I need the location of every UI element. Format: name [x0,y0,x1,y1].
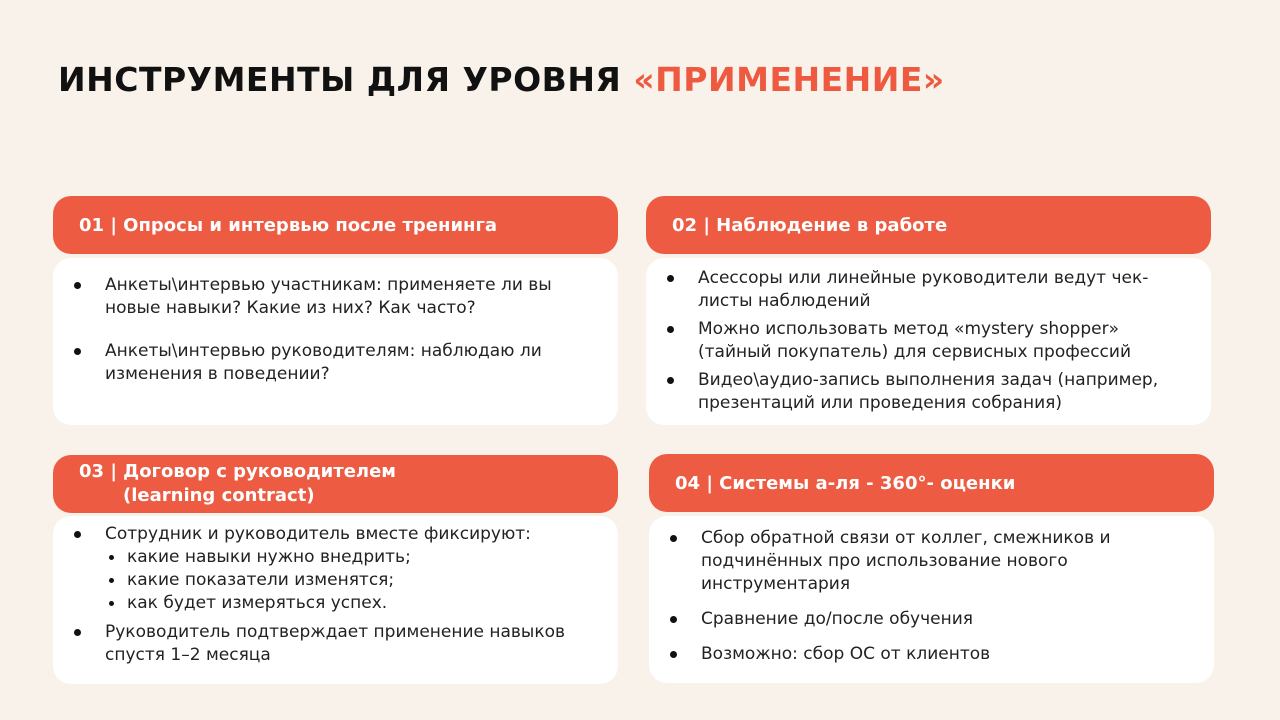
list-item: Руководитель подтверждает применение навыков спустя 1–2 месяца [53,621,598,667]
card-03-sublist [105,546,598,615]
card-02-header-text: 02 | Наблюдение в работе [672,214,948,236]
list-item: Анкеты\интервью участникам: применяете ли вы новые навыки? Какие из них? Как часто? [53,274,592,320]
sub-list-item: как будет измеряться успех. [105,592,598,615]
list-item: Видео\аудио-запись выполнения задач (например, презентаций или проведения собрания) [646,369,1197,415]
card-04-header-text: 04 | Системы а-ля - 360°- оценки [675,472,1016,494]
card-03-list [53,523,598,667]
list-item: Сотрудник и руководитель вместе фиксируют: какие навыки нужно внедрить; какие показатели изменятся; как будет измеряться успех. [53,523,598,615]
list-item: Можно использовать метод «mystery shopper» (тайный покупатель) для сервисных профессий [646,318,1197,364]
list-item: Возможно: сбор ОС от клиентов [649,643,1184,666]
list-item: Сбор обратной связи от коллег, смежников и подчинённых про использование нового инструментария [649,527,1184,596]
sub-list-item: какие показатели изменятся; [105,569,598,592]
card-01-list [53,274,592,386]
page-title [58,60,945,99]
card-04-list [649,527,1184,666]
list-item: Сравнение до/после обучения [649,608,1184,631]
card-02-header [646,196,1211,254]
page-title-main: ИНСТРУМЕНТЫ ДЛЯ УРОВНЯ [58,60,622,99]
card-03-body [53,516,618,684]
card-02-list [646,267,1197,415]
card-03-header [53,455,618,513]
sub-list-item: какие навыки нужно внедрить; [105,546,598,569]
list-item: Анкеты\интервью руководителям: наблюдаю ли изменения в поведении? [53,340,592,386]
card-02-body [646,258,1211,425]
page-title-accent: «ПРИМЕНЕНИЕ» [633,60,945,99]
card-01-body [53,258,618,425]
card-04-header [649,454,1214,512]
card-01-header-text: 01 | Опросы и интервью после тренинга [79,214,498,236]
card-04-body [649,516,1214,683]
card-01-header [53,196,618,254]
card-03-header-text: 03 | Договор с руководителем (learning contract) [79,461,397,506]
list-item: Асессоры или линейные руководители ведут чек-листы наблюдений [646,267,1197,313]
